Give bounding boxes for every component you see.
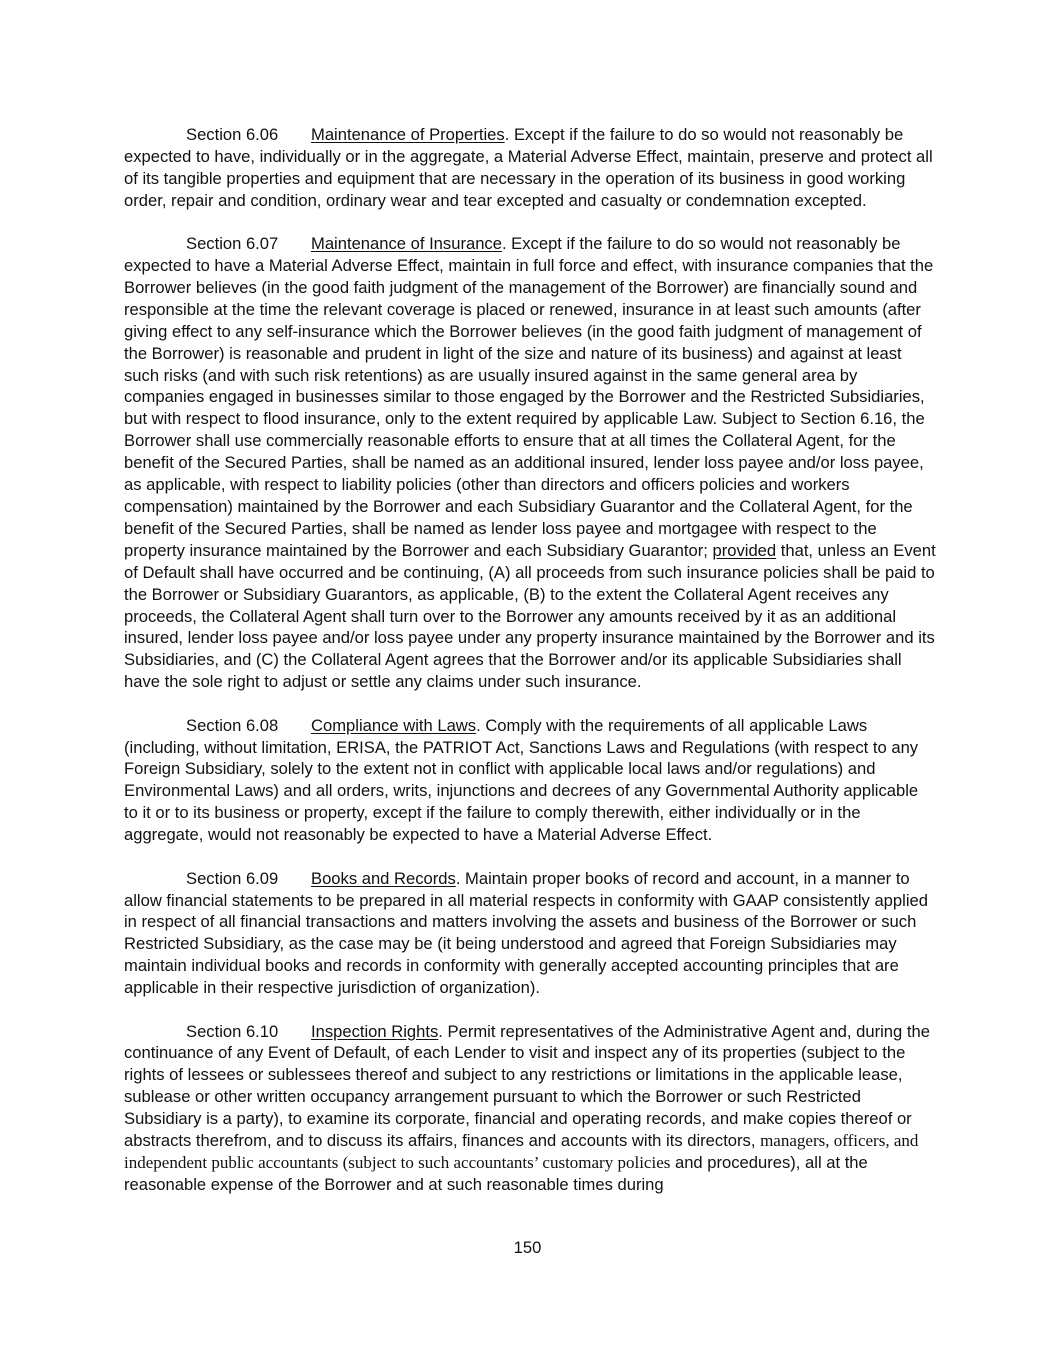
section-6-06	[124, 124, 936, 212]
section-number: Section 6.06	[186, 125, 279, 144]
section-number: Section 6.07	[186, 234, 279, 254]
section-6-08	[124, 715, 936, 846]
section-number: Section 6.10	[186, 1021, 279, 1041]
page-number: 150	[513, 1238, 542, 1257]
section-6-07	[124, 233, 936, 693]
section-number: Section 6.09	[186, 868, 279, 888]
section-body: . Except if the failure to do so would not reasonably be expected to have a Material Adverse Effect, maintain in full force and effect, with insurance companies that the Borrower believes (in the good faith judgment of the management of the Borrower) are financially sound and responsible at the time the relevant coverage is placed or renewed, insurance in at least such amounts (after giving effect to any self-insurance which the Borrower believes (in the good faith judgment of management of the Borrower) is reasonable and prudent in light of the size and nature of its business) and against at least such risks (and with such risk retentions) as are usually insured against in the same general area by companies engaged in businesses similar to those engaged by the Borrower and the Restricted Subsidiaries, but with respect to flood insurance, only to the extent required by applicable Law. Subject to Section 6.16, the Borrower shall use commercially reasonable efforts to ensure that at all times the Collateral Agent, for the benefit of the Secured Parties, shall be named as an additional insured, lender loss payee and/or loss payee, as applicable, with respect to liability policies (other than directors and officers policies and workers compensation) maintained by the Borrower and each Subsidiary Guarantor and the Collateral Agent, for the benefit of the Secured Parties, shall be named as lender loss payee and mortgagee with respect to the property insurance maintained by the Borrower and each Subsidiary Guarantor;	[124, 234, 934, 560]
section-number: Section 6.08	[186, 715, 279, 735]
section-body-serif: managers, officers, and independent public accountants (subject to such accountants’ customary policies	[124, 1131, 919, 1172]
section-heading: Inspection Rights	[311, 1021, 439, 1041]
section-heading: Maintenance of Insurance	[311, 234, 502, 254]
section-heading: Compliance with Laws	[311, 715, 477, 735]
section-heading: Maintenance of Properties	[311, 125, 505, 144]
section-body: . Except if the failure to do so would not reasonably be expected to have, individually or in the aggregate, a Material Adverse Effect, maintain, preserve and protect all of its tangible properties and equipment that are necessary in the operation of its business in good working order, repair and condition, ordinary wear and tear excepted and casualty or condemnation excepted.	[124, 125, 933, 210]
section-body-continued: and procedures), all at the reasonable expense of the Borrower and at such reasonable times during	[124, 1152, 868, 1194]
document-page	[124, 124, 936, 1217]
section-6-10	[124, 1021, 936, 1196]
section-6-09	[124, 868, 936, 999]
section-body: . Maintain proper books of record and account, in a manner to allow financial statements to be prepared in all material respects in conformity with GAAP consistently applied in respect of all financial transactions and matters involving the assets and business of the Borrower or such Restricted Subsidiary, as the case may be (it being understood and agreed that Foreign Subsidiaries may maintain individual books and records in conformity with generally accepted accounting principles that are applicable in their respective jurisdiction of organization).	[124, 868, 928, 998]
section-body: . Permit representatives of the Administrative Agent and, during the continuance of any Event of Default, of each Lender to visit and inspect any of its properties (subject to the rights of lessees or sublessees thereof and subject to any restrictions or limitations in the applicable lease, sublease or other written occupancy arrangement pursuant to which the Borrower or such Restricted Subsidiary is a party), to examine its corporate, financial and operating records, and make copies thereof or abstracts therefrom, and to discuss its affairs, finances and accounts with its directors,	[124, 1021, 930, 1151]
section-body: . Comply with the requirements of all applicable Laws (including, without limitation, ERISA, the PATRIOT Act, Sanctions Laws and Regulations (with respect to any Foreign Subsidiary, solely to the extent not in conflict with applicable local laws and/or regulations) and Environmental Laws) and all orders, writs, injunctions and decrees of any Governmental Authority applicable to it or to its business or property, except if the failure to comply therewith, either individually or in the aggregate, would not reasonably be expected to have a Material Adverse Effect.	[124, 715, 919, 845]
section-heading: Books and Records	[311, 868, 456, 888]
section-body-continued: that, unless an Event of Default shall have occurred and be continuing, (A) all proceeds from such insurance policies shall be paid to the Borrower or Subsidiary Guarantors, as applicable, (B) to the extent the Collateral Agent receives any proceeds, the Collateral Agent shall turn over to the Borrower any amounts received by it as an additional insured, lender loss payee and/or loss payee under any property insurance maintained by the Borrower and its Subsidiaries, and (C) the Collateral Agent agrees that the Borrower and/or its applicable Subsidiaries shall have the sole right to adjust or settle any claims under such insurance.	[124, 540, 936, 692]
provided-term: provided	[712, 540, 777, 560]
